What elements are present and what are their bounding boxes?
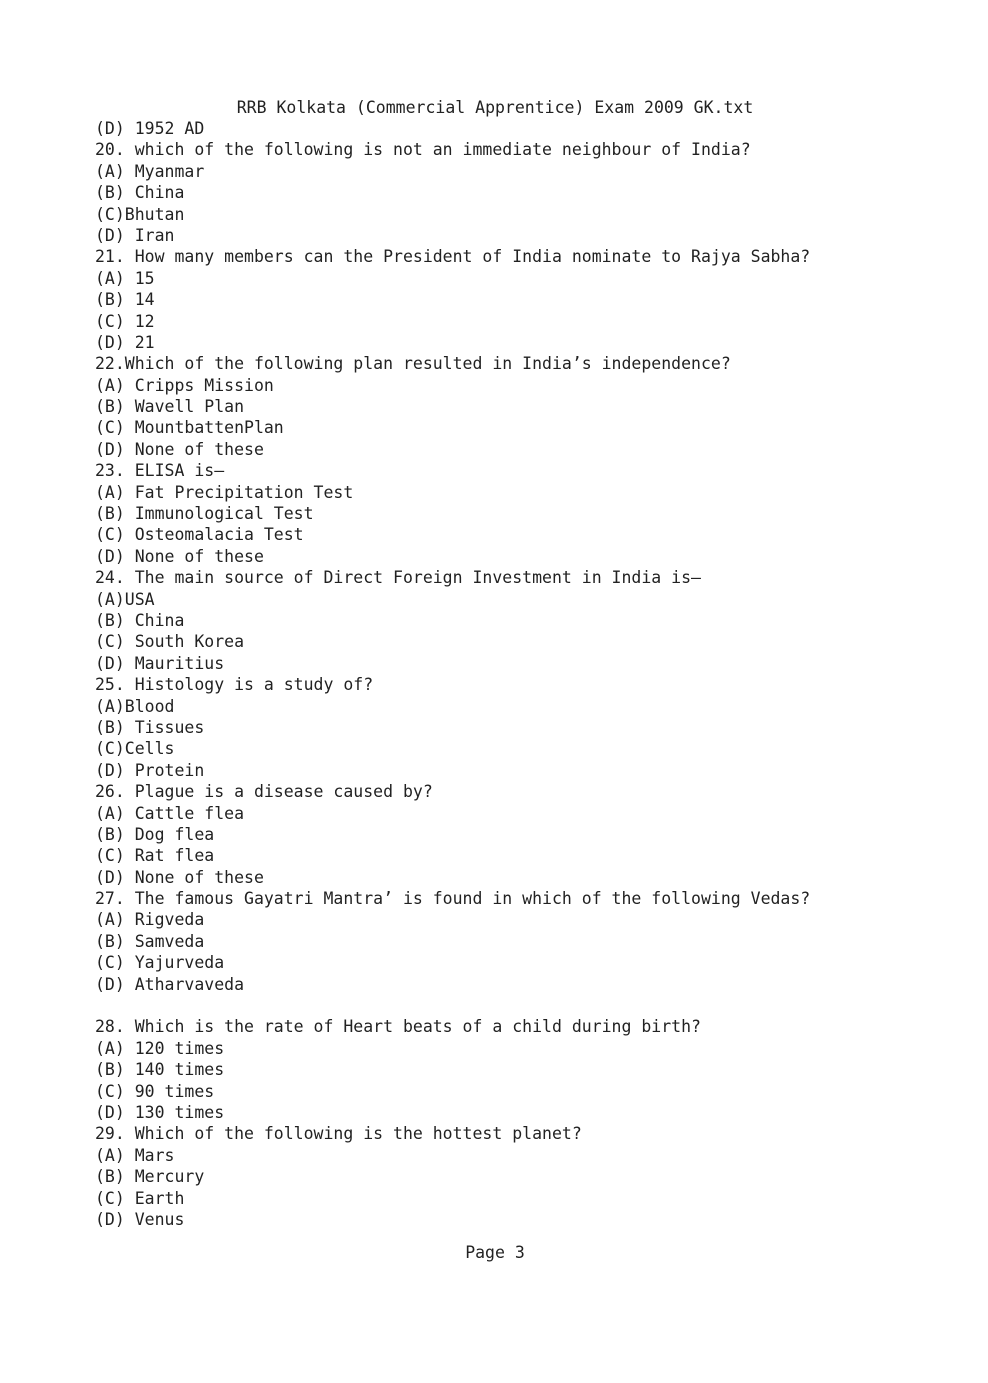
document-body xyxy=(95,118,958,1230)
text-line: (D) Atharvaveda xyxy=(95,974,245,994)
text-line: 23. ELISA is— xyxy=(95,461,225,481)
text-line: 25. Histology is a study of? xyxy=(95,675,374,695)
text-line: (A) Rigveda xyxy=(95,910,205,930)
text-line: 22.Which of the following plan resulted in India’s independence? xyxy=(95,354,731,374)
text-line: (D) 130 times xyxy=(95,1102,225,1122)
text-line: (A)USA xyxy=(95,589,155,609)
text-line: (C) MountbattenPlan xyxy=(95,418,284,438)
text-line: (D) 21 xyxy=(95,332,155,352)
text-line: (B) Immunological Test xyxy=(95,504,314,524)
text-line: 24. The main source of Direct Foreign Investment in India is— xyxy=(95,568,701,588)
text-line: (D) None of these xyxy=(95,439,264,459)
text-line: 21. How many members can the President of India nominate to Rajya Sabha? xyxy=(95,247,811,267)
text-line: 27. The famous Gayatri Mantra’ is found in which of the following Vedas? xyxy=(95,889,811,909)
text-line: (A)Blood xyxy=(95,696,175,716)
text-line: (D) Mauritius xyxy=(95,653,225,673)
text-line: (B) Dog flea xyxy=(95,824,215,844)
text-line: (C) 12 xyxy=(95,311,155,331)
text-line: (C)Cells xyxy=(95,739,175,759)
text-line: (A) Mars xyxy=(95,1145,175,1165)
text-line: (B) 14 xyxy=(95,290,155,310)
text-line: (D) 1952 AD xyxy=(95,119,205,138)
text-line: (A) Cattle flea xyxy=(95,803,245,823)
text-line: (D) None of these xyxy=(95,546,264,566)
document-title: RRB Kolkata (Commercial Apprentice) Exam 2009 GK.txt xyxy=(236,98,754,117)
text-line: (C) 90 times xyxy=(95,1081,215,1101)
text-line: (C) South Korea xyxy=(95,632,245,652)
text-line: (D) Protein xyxy=(95,760,205,780)
text-line: (D) Iran xyxy=(95,225,175,245)
text-line: (C) Rat flea xyxy=(95,846,215,866)
text-line: (C) Yajurveda xyxy=(95,953,225,973)
text-line: (B) Samveda xyxy=(95,931,205,951)
page-number: Page 3 xyxy=(465,1243,525,1262)
text-line: 20. which of the following is not an immediate neighbour of India? xyxy=(95,140,751,160)
text-line: (A) Cripps Mission xyxy=(95,375,274,395)
text-line: (A) Myanmar xyxy=(95,161,205,181)
text-line: (C) Osteomalacia Test xyxy=(95,525,304,545)
blank-line xyxy=(95,995,958,1016)
text-line: (A) 120 times xyxy=(95,1038,225,1058)
text-line: (B) China xyxy=(95,610,185,630)
text-line: (B) China xyxy=(95,183,185,203)
text-line: (B) 140 times xyxy=(95,1060,225,1080)
text-line: (D) Venus xyxy=(95,1209,185,1229)
text-line: (B) Mercury xyxy=(95,1167,205,1187)
text-line: (B) Tissues xyxy=(95,717,205,737)
text-line: 28. Which is the rate of Heart beats of a child during birth? xyxy=(95,1017,701,1037)
text-line: (B) Wavell Plan xyxy=(95,397,245,417)
text-line: (D) None of these xyxy=(95,867,264,887)
text-line: 29. Which of the following is the hottest planet? xyxy=(95,1124,582,1144)
text-line: (C) Earth xyxy=(95,1188,185,1208)
text-line: 26. Plague is a disease caused by? xyxy=(95,782,433,802)
text-line: (A) 15 xyxy=(95,268,155,288)
text-line: (A) Fat Precipitation Test xyxy=(95,482,354,502)
text-line: (C)Bhutan xyxy=(95,204,185,224)
